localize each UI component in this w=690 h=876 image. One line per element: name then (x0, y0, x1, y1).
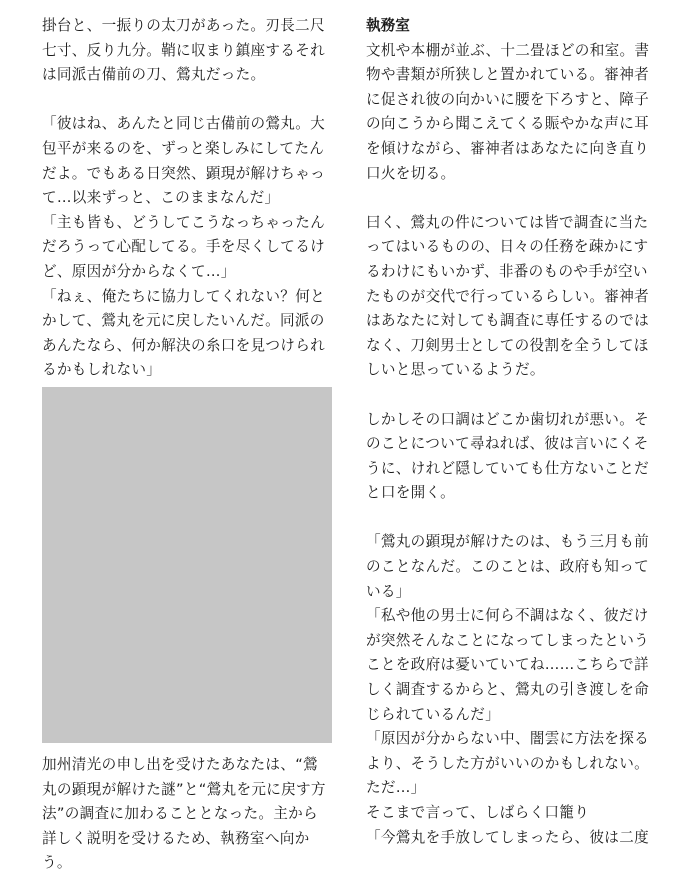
right-paragraph-4: 「鶯丸の顕現が解けたのは、もう三月も前のことなんだ。このことは、政府も知っている」 (366, 533, 649, 600)
right-paragraph-2: 曰く、鶯丸の件については皆で調査に当たってはいるものの、日々の任務を疎かにするわけにもいかず、非番のものや手が空いたものが交代で行っているらしい。審神者はあなたに対しても調査に専任するのではなく、刀剣男士としての役割を全うしてほしいと思っているようだ。 (366, 213, 649, 379)
right-column (366, 14, 652, 850)
image-placeholder (42, 387, 332, 743)
right-paragraph-6: 「原因が分からない中、闇雲に方法を探るより、そうした方がいいのかもしれない。ただ…」 (366, 730, 649, 797)
right-paragraph-7: そこまで言って、しばらく口籠り (366, 804, 590, 821)
left-paragraph-3: 「主も皆も、どうしてこうなっちゃったんだろうって心配してる。手を尽くしてるけど、原因が分からなくて…」 (42, 213, 325, 280)
right-paragraph-8: 「今鶯丸を手放してしまったら、彼は二度 (366, 828, 649, 846)
left-paragraph-4: 「ねぇ、俺たちに協力してくれない？何とかして、鶯丸を元に戻したいんだ。同派のあんたなら、何か解決の糸口を見つけられるかもしれない」 (42, 287, 325, 379)
right-paragraph-3: しかしその口調はどこか歯切れが悪い。そのことについて尋ねれば、彼は言いにくそうに、けれど隠していても仕方ないことだと口を開く。 (366, 410, 649, 502)
left-paragraph-1: 掛台と、一振りの太刀があった。刃長二尺七寸、反り九分。鞘に収まり鎮座するそれは同派古備前の刀、鶯丸だった。 (42, 17, 325, 84)
left-paragraph-2: 「彼はね、あんたと同じ古備前の鶯丸。大包平が来るのを、ずっと楽しみにしてたんだよ。でもある日突然、顕現が解けちゃって…以来ずっと、このままなんだ」 (42, 115, 325, 207)
left-paragraph-5: 加州清光の申し出を受けたあなたは、“鶯丸の顕現が解けた謎”と“鶯丸を元に戻す方法”の調査に加わることとなった。主から詳しく説明を受けるため、執務室へ向かう。 (42, 755, 326, 872)
right-paragraph-5: 「私や他の男士に何ら不調はなく、彼だけが突然そんなことになってしまったということを政府は憂いていてね……こちらで詳しく調査するからと、鶯丸の引き渡しを命じられているんだ」 (366, 607, 649, 723)
right-paragraph-1: 文机や本棚が並ぶ、十二畳ほどの和室。書物や書類が所狭しと置かれている。審神者に促され彼の向かいに腰を下ろすと、障子の向こうから聞こえてくる賑やかな声に耳を傾けながら、審神者はあなたに向き直り口火を切る。 (366, 41, 650, 182)
left-column (42, 14, 332, 876)
section-heading: 執務室 (366, 17, 410, 34)
